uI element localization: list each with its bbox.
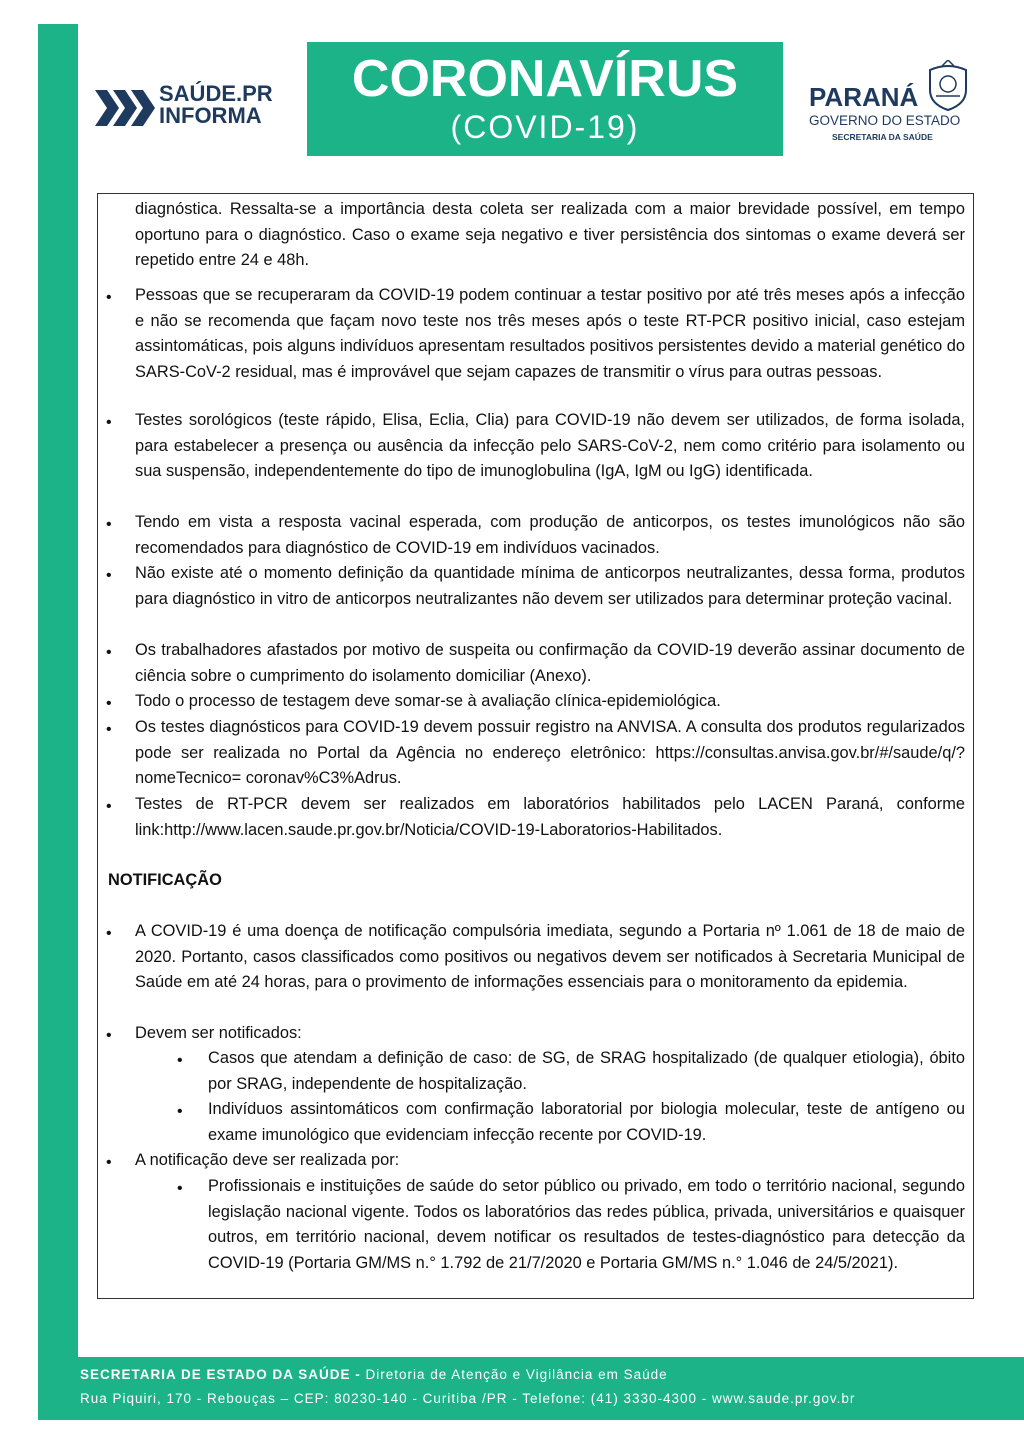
bullet-dot: • — [106, 721, 112, 738]
logo-left-line2: INFORMA — [159, 103, 262, 128]
sub-list-item: Profissionais e instituições de saúde do setor público ou privado, em todo o território nacional, segundo legislação nacional vigente. Todos os laboratórios das redes pública, privada, universitários e quaisquer outros, em território nacional, devem notificar os resultados de testes-diagnóstico para detecção da COVID-19 (Portaria GM/MS n.° 1.792 de 21/7/2020 e Portaria GM/MS n.° 1.046 de 24/5/2021). — [208, 1177, 965, 1272]
bullet-dot: • — [106, 1027, 112, 1044]
page-subtitle: (COVID-19) — [450, 109, 640, 145]
list-item: Os trabalhadores afastados por motivo de suspeita ou confirmação da COVID-19 deverão assinar documento de ciência sobre o cumprimento do isolamento domiciliar (Anexo). — [135, 641, 965, 685]
parana-government-logo — [806, 60, 976, 145]
bullet-dot: • — [106, 414, 112, 431]
state-crest-icon — [922, 60, 974, 112]
bullet-dot: • — [106, 695, 112, 712]
saude-pr-informa-logo — [95, 80, 305, 132]
list-item: Testes sorológicos (teste rápido, Elisa, Eclia, Clia) para COVID-19 não devem ser utilizados, de forma isolada, para estabelecer a presença ou ausência da infecção pelo SARS-CoV-2, nem como critério para isolamento ou sua suspensão, independentemente do tipo de imunoglobulina (IgA, IgM ou IgG) identificada. — [135, 411, 965, 481]
list-item: Todo o processo de testagem deve somar-se à avaliação clínica-epidemiológica. — [135, 692, 721, 710]
footer — [38, 1357, 1024, 1420]
list-item: A notificação deve ser realizada por: — [135, 1151, 400, 1169]
sub-list-item: Casos que atendam a definição de caso: de SG, de SRAG hospitalizado (de qualquer etiologia), óbito por SRAG, independente de hospitalização. — [208, 1049, 965, 1093]
list-item: Devem ser notificados: — [135, 1024, 302, 1042]
title-banner — [307, 42, 783, 156]
logo-right-line2: GOVERNO DO ESTADO — [809, 113, 961, 128]
content-box — [97, 193, 974, 1299]
footer-org: SECRETARIA DE ESTADO DA SAÚDE - — [80, 1367, 361, 1382]
footer-address: Rua Piquiri, 170 - Rebouças – CEP: 80230-140 - Curitiba /PR - Telefone: (41) 3330-4300 - www.saude.pr.gov.br — [80, 1391, 856, 1406]
sub-bullet-dot: • — [177, 1103, 183, 1120]
logo-right-line1: PARANÁ — [809, 82, 919, 112]
logo-left-line1: SAÚDE.PR — [159, 81, 273, 106]
bullet-dot: • — [106, 644, 112, 661]
bullet-dot: • — [106, 798, 112, 815]
bullet-dot: • — [106, 567, 112, 584]
intro-paragraph: diagnóstica. Ressalta-se a importância desta coleta ser realizada com a maior brevidade possível, em tempo oportuno para o diagnóstico. Caso o exame seja negativo e tiver persistência dos sintomas o exame deverá ser repetido entre 24 e 48h. — [135, 200, 965, 270]
chevrons-icon — [95, 86, 157, 130]
bullet-dot: • — [106, 516, 112, 533]
list-item: Testes de RT-PCR devem ser realizados em laboratórios habilitados pelo LACEN Paraná, conforme link:http://www.lacen.saude.pr.gov.br/Noticia/COVID-19-Laboratorios-Habilitados. — [135, 795, 965, 839]
sub-bullet-dot: • — [177, 1180, 183, 1197]
footer-dept: Diretoria de Atenção e Vigilância em Saúde — [360, 1367, 668, 1382]
logo-right-line3: SECRETARIA DA SAÚDE — [832, 132, 933, 142]
list-item: Os testes diagnósticos para COVID-19 devem possuir registro na ANVISA. A consulta dos produtos regularizados pode ser realizada no Portal da Agência no endereço eletrônico: https://consultas.anvisa.gov.br/#/saude/q/?nomeTecnico= coronav%C3%Adrus. — [135, 718, 965, 788]
bullet-dot: • — [106, 925, 112, 942]
bullet-dot: • — [106, 289, 112, 306]
sub-list-item: Indivíduos assintomáticos com confirmação laboratorial por biologia molecular, teste de antígeno ou exame imunológico que evidenciam infecção recente por COVID-19. — [208, 1100, 965, 1144]
sub-bullet-dot: • — [177, 1052, 183, 1069]
list-item: Não existe até o momento definição da quantidade mínima de anticorpos neutralizantes, dessa forma, produtos para diagnóstico in vitro de anticorpos neutralizantes não devem ser utilizados para determinar proteção vacinal. — [135, 564, 965, 608]
section-heading: NOTIFICAÇÃO — [108, 871, 222, 889]
list-item: Tendo em vista a resposta vacinal esperada, com produção de anticorpos, os testes imunológicos não são recomendados para diagnóstico de COVID-19 em indivíduos vacinados. — [135, 513, 965, 557]
page-title: CORONAVÍRUS — [351, 50, 739, 108]
bullet-dot: • — [106, 1154, 112, 1171]
left-green-bar — [38, 24, 78, 1420]
list-item: Pessoas que se recuperaram da COVID-19 podem continuar a testar positivo por até três meses após a infecção e não se recomenda que façam novo teste nos três meses após o teste RT-PCR positivo inicial, caso estejam assintomáticas, pois alguns indivíduos apresentam resultados positivos persistentes devido a material genético do SARS-CoV-2 residual, mas é improvável que sejam capazes de transmitir o vírus para outras pessoas. — [135, 286, 966, 381]
list-item: A COVID-19 é uma doença de notificação compulsória imediata, segundo a Portaria nº 1.061 de 18 de maio de 2020. Portanto, casos classificados como positivos ou negativos devem ser notificados à Secretaria Municipal de Saúde em até 24 horas, para o provimento de informações essenciais para o monitoramento da epidemia. — [135, 922, 965, 992]
